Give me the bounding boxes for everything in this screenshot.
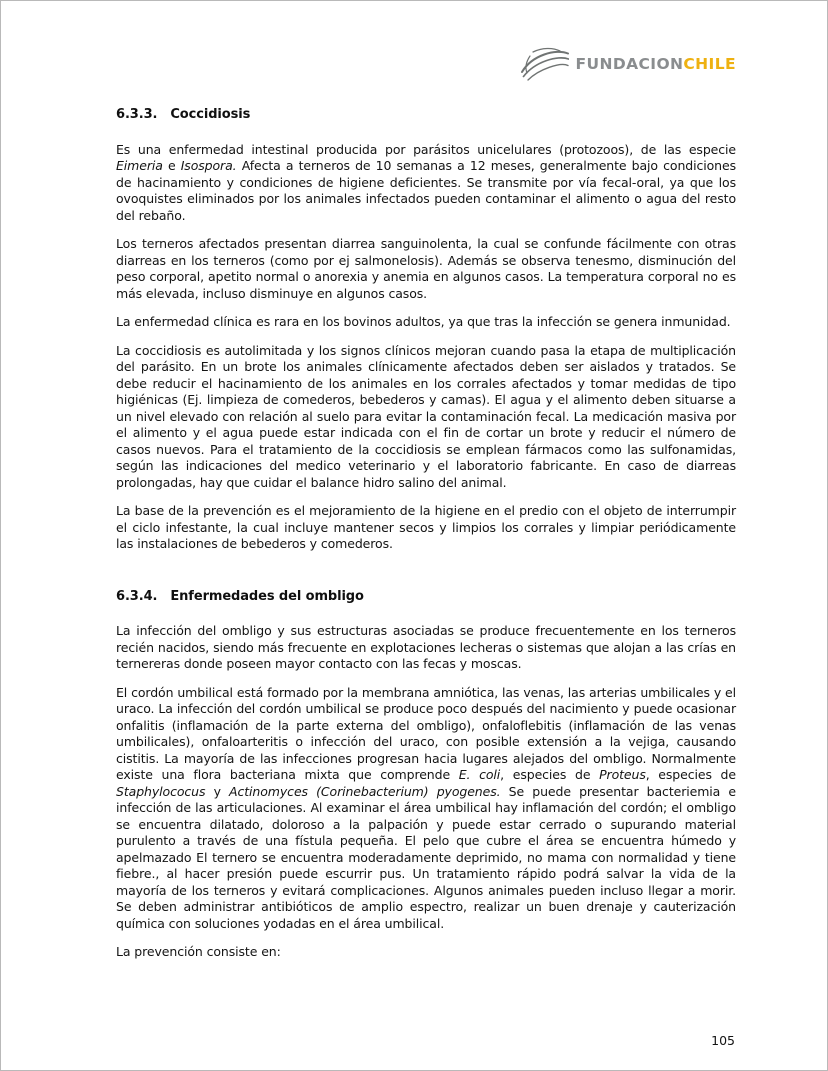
logo-text [576,55,737,73]
paragraph: El cordón umbilical está formado por la membrana amniótica, las venas, las arterias umbilicales y el uraco. La infección del cordón umbilical se produce poco después del nacimiento y puede ocasionar onfalitis (inflamación de la parte externa del ombligo), onfaloflebitis (inflamación de las venas umbilicales), onfaloarteritis o infección del uraco, con posible extensión a la vejiga, causando cistitis. La mayoría de las infecciones progresan hacia lugares alejados del ombligo. Normalmente existe una flora bacteriana mixta que comprende E. coli, especies de Proteus, especies de Staphylococus y Actinomyces (Corinebacterium) pyogenes. Se puede presentar bacteriemia e infección de las articulaciones. Al examinar el área umbilical hay inflamación del cordón; el ombligo se encuentra dilatado, doloroso a la palpación y puede estar cerrado o supurando material purulento a través de una fístula pequeña. El pelo que cubre el área se encuentra húmedo y apelmazado El ternero se encuentra moderadamente deprimido, no mama con normalidad y tiene fiebre., al hacer presión puede escurrir pus. Un tratamiento rápido podrá salvar la vida de la mayoría de los terneros y evitará complicaciones. Algunos animales pueden incluso llegar a morir. Se deben administrar antibióticos de amplio espectro, realizar un buen drenaje y cauterización química con soluciones yodadas en el área umbilical. [116,684,736,931]
section-number: 6.3.4. [116,588,158,604]
document-content [116,107,736,961]
paragraph: Es una enfermedad intestinal producida por parásitos unicelulares (protozoos), de las especie Eimeria e Isospora. Afecta a terneros de 10 semanas a 12 meses, generalmente bajo condiciones de hacinamiento y condiciones de higiene deficientes. Se transmite por vía fecal-oral, ya que los ovoquistes eliminados por los animales infectados pueden contaminar el alimento o agua del resto del rebaño. [116,141,736,223]
page-footer [711,1033,735,1048]
section-title: Enfermedades del ombligo [170,588,364,604]
section-heading [116,107,736,124]
section-heading [116,589,736,606]
section-number: 6.3.3. [116,107,158,122]
page-number: 105 [711,1033,735,1048]
paragraph: La infección del ombligo y sus estructuras asociadas se produce frecuentemente en los terneros recién nacidos, siendo más frecuente en explotaciones lecheras o sistemas que alojan a las crías en ternereras donde poseen mayor contacto con las fecas y moscas. [116,623,736,671]
fundacion-chile-logo [519,46,737,82]
paragraph: La coccidiosis es autolimitada y los signos clínicos mejoran cuando pasa la etapa de multiplicación del parásito. En un brote los animales clínicamente afectados deben ser aislados y tratados. Se debe reducir el hacinamiento de los animales en los corrales afectados y tomar medidas de tipo higiénicas (Ej. limpieza de comederos, bebederos y camas). El agua y el alimento deben situarse a un nivel elevado con relación al suelo para evitar la contaminación fecal. La medicación masiva por el alimento y el agua puede estar indicada con el fin de cortar un brote y reducir el número de casos nuevos. Para el tratamiento de la coccidiosis se emplean fármacos como las sulfonamidas, según las indicaciones del medico veterinario y el laboratorio fabricante. En caso de diarreas prolongadas, hay que cuidar el balance hidro salino del animal. [116,342,736,490]
paragraph: La base de la prevención es el mejoramiento de la higiene en el predio con el objeto de interrumpir el ciclo infestante, la cual incluye mantener secos y limpios los corrales y limpiar periódicamente las instalaciones de bebederos y comederos. [116,503,736,551]
logo-text-fundacion: FUNDACION [575,55,684,73]
logo-text-chile: CHILE [683,55,736,73]
page-header [116,45,736,83]
paragraph: La enfermedad clínica es rara en los bovinos adultos, ya que tras la infección se genera inmunidad. [116,314,731,329]
paragraph: Los terneros afectados presentan diarrea sanguinolenta, la cual se confunde fácilmente con otras diarreas en los terneros (como por ej salmonelosis). Además se observa tenesmo, disminución del peso corporal, apetito normal o anorexia y anemia en algunos casos. La temperatura corporal no es más elevada, incluso disminuye en algunos casos. [116,236,736,301]
paragraph: La prevención consiste en: [116,944,281,959]
section-title: Coccidiosis [170,107,251,122]
globe-swoosh-icon [519,46,569,82]
